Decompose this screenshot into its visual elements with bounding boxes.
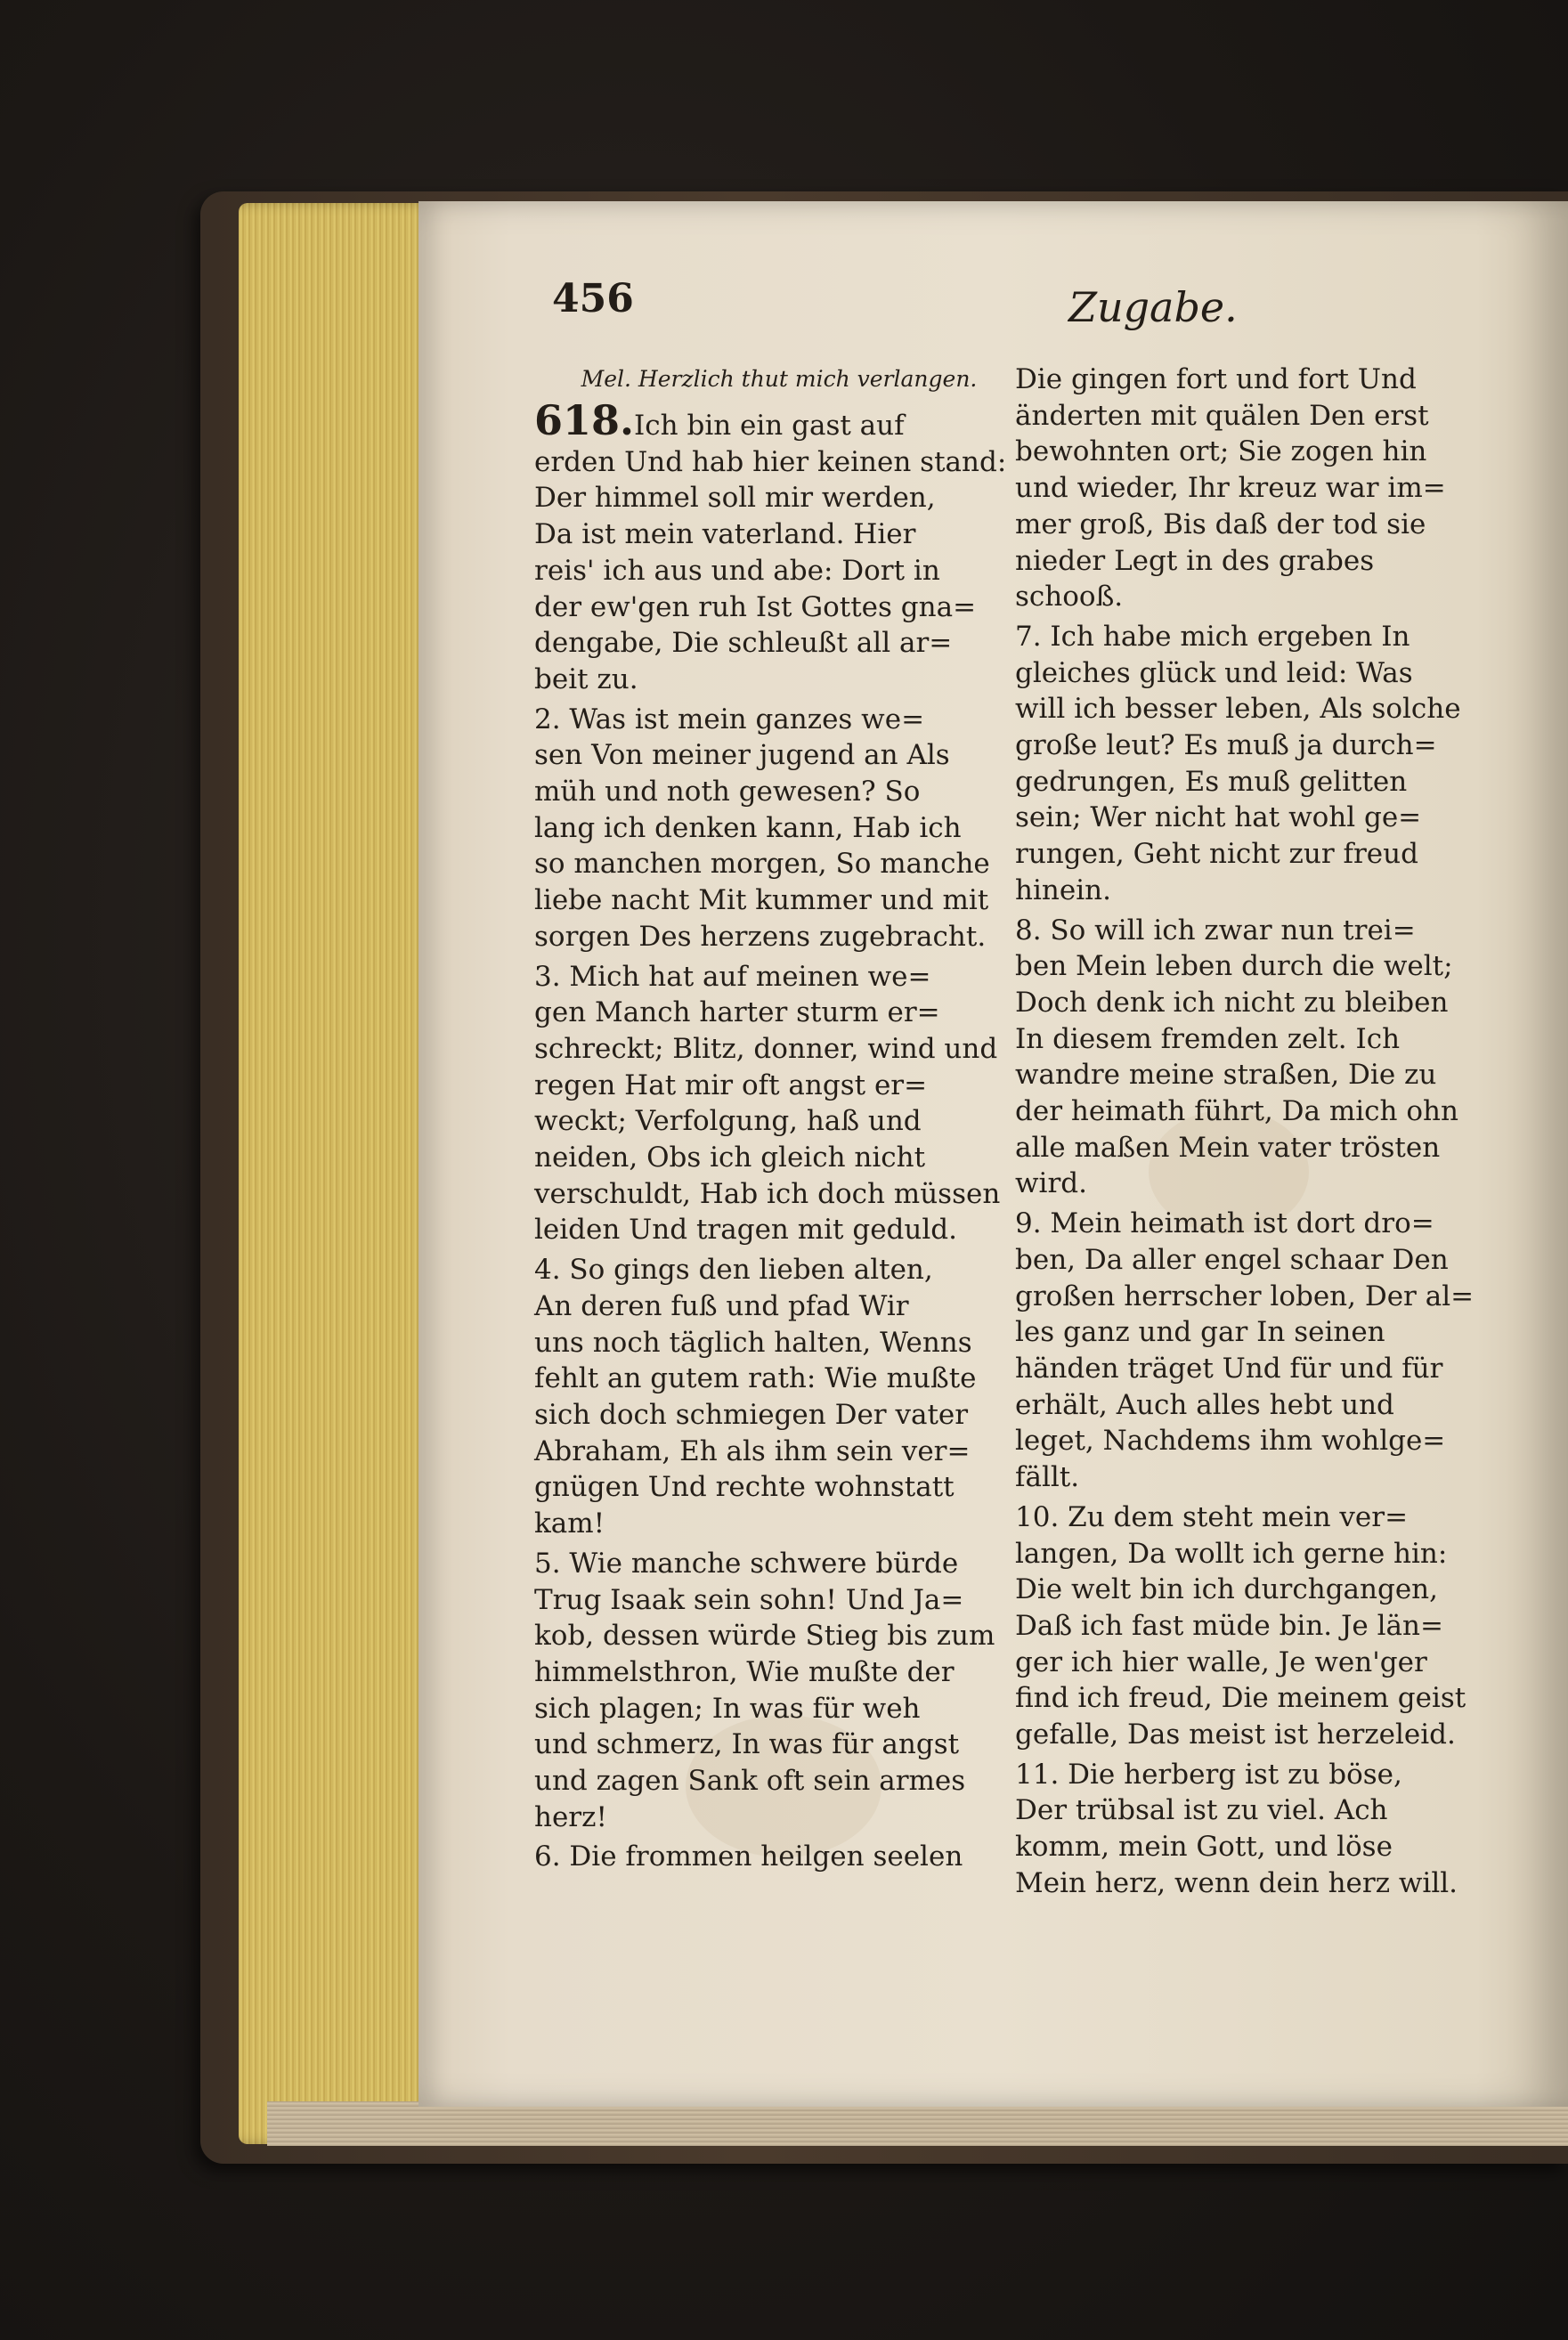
verse-line bbox=[534, 1397, 1024, 1434]
verse-line-text: 5. Wie manche schwere bürde bbox=[534, 1547, 959, 1580]
verse-line-text: fällt. bbox=[1015, 1461, 1080, 1494]
verse-line bbox=[1015, 1130, 1514, 1166]
verse-line bbox=[1015, 1499, 1514, 1536]
verse-line bbox=[534, 1176, 1024, 1213]
hymn-verse bbox=[1015, 362, 1514, 615]
verse-line bbox=[1015, 543, 1514, 580]
verse-line bbox=[534, 1727, 1024, 1763]
verse-line-text: kam! bbox=[534, 1507, 605, 1540]
verse-line-text: dengabe, Die schleußt all ar= bbox=[534, 627, 953, 660]
verse-line-text: komm, mein Gott, und löse bbox=[1015, 1831, 1393, 1864]
hymn-verse bbox=[534, 1839, 1024, 1875]
verse-line bbox=[534, 516, 1024, 553]
verse-line-text: Der trübsal ist zu viel. Ach bbox=[1015, 1794, 1388, 1827]
verse-line-text: Die welt bin ich durchgangen, bbox=[1015, 1573, 1439, 1606]
left-verses bbox=[534, 396, 1024, 1875]
verse-line bbox=[1015, 1279, 1514, 1315]
verse-line-text: will ich besser leben, Als solche bbox=[1015, 693, 1461, 726]
verse-line-text: rungen, Geht nicht zur freud bbox=[1015, 838, 1418, 871]
verse-line bbox=[534, 444, 1024, 481]
verse-line-text: langen, Da wollt ich gerne hin: bbox=[1015, 1537, 1448, 1570]
verse-line-text: ger ich hier walle, Je wen'ger bbox=[1015, 1645, 1427, 1678]
verse-line-text: gedrungen, Es muß gelitten bbox=[1015, 765, 1408, 798]
running-head bbox=[552, 276, 1514, 365]
verse-line-text: uns noch täglich halten, Wenns bbox=[534, 1326, 972, 1359]
verse-line bbox=[1015, 362, 1514, 398]
verse-line-text: Daß ich fast müde bin. Je län= bbox=[1015, 1609, 1443, 1642]
verse-line bbox=[534, 702, 1024, 738]
verse-line bbox=[1015, 1829, 1514, 1865]
verse-line-text: händen träget Und für und für bbox=[1015, 1352, 1443, 1385]
verse-line-text: Trug Isaak sein sohn! Und Ja= bbox=[534, 1583, 964, 1616]
verse-line-text: ben, Da aller engel schaar Den bbox=[1015, 1243, 1449, 1276]
verse-line bbox=[1015, 1459, 1514, 1496]
verse-line-text: müh und noth gewesen? So bbox=[534, 776, 921, 808]
verse-line bbox=[534, 480, 1024, 516]
verse-line-text: Da ist mein vaterland. Hier bbox=[534, 518, 916, 551]
hymn-number: 618. bbox=[534, 396, 635, 444]
verse-line-text: sich plagen; In was für weh bbox=[534, 1692, 921, 1725]
verse-line bbox=[534, 1800, 1024, 1836]
verse-line bbox=[1015, 1645, 1514, 1681]
verse-line bbox=[1015, 398, 1514, 435]
hymn-verse bbox=[534, 1252, 1024, 1542]
verse-line-text: wandre meine straßen, Die zu bbox=[1015, 1059, 1437, 1092]
verse-line-text: große leut? Es muß ja durch= bbox=[1015, 729, 1437, 762]
verse-line bbox=[534, 1325, 1024, 1361]
right-verses bbox=[1015, 362, 1514, 1902]
verse-line-text: weckt; Verfolgung, haß und bbox=[534, 1105, 922, 1138]
verse-line bbox=[1015, 1536, 1514, 1572]
verse-line-text: 9. Mein heimath ist dort dro= bbox=[1015, 1207, 1434, 1240]
verse-line bbox=[534, 1618, 1024, 1654]
verse-line bbox=[1015, 1057, 1514, 1093]
verse-line bbox=[1015, 1717, 1514, 1753]
verse-line bbox=[534, 1140, 1024, 1176]
hymn-verse bbox=[534, 702, 1024, 955]
verse-line-text: himmelsthron, Wie mußte der bbox=[534, 1655, 955, 1688]
verse-line-text: Die gingen fort und fort Und bbox=[1015, 363, 1417, 395]
verse-line-text: wird. bbox=[1015, 1167, 1087, 1200]
verse-line bbox=[534, 1506, 1024, 1542]
verse-line bbox=[1015, 507, 1514, 543]
verse-line-text: großen herrscher loben, Der al= bbox=[1015, 1280, 1475, 1312]
verse-line-text: lang ich denken kann, Hab ich bbox=[534, 811, 962, 844]
verse-line-text: sen Von meiner jugend an Als bbox=[534, 739, 950, 772]
verse-line-text: der heimath führt, Da mich ohn bbox=[1015, 1095, 1458, 1128]
verse-line-text: Doch denk ich nicht zu bleiben bbox=[1015, 986, 1449, 1019]
verse-line bbox=[534, 1763, 1024, 1800]
verse-line-text: erhält, Auch alles hebt und bbox=[1015, 1388, 1394, 1421]
verse-line-text: neiden, Obs ich gleich nicht bbox=[534, 1142, 926, 1174]
verse-line-text: leiden Und tragen mit geduld. bbox=[534, 1214, 957, 1247]
verse-line bbox=[1015, 1314, 1514, 1351]
verse-line-text: verschuldt, Hab ich doch müssen bbox=[534, 1177, 1001, 1210]
verse-line bbox=[1015, 1093, 1514, 1130]
verse-line bbox=[534, 1582, 1024, 1619]
hymn-verse bbox=[534, 959, 1024, 1249]
hymn-verse bbox=[1015, 1757, 1514, 1902]
verse-line-text: und wieder, Ihr kreuz war im= bbox=[1015, 472, 1446, 505]
verse-line bbox=[534, 1546, 1024, 1582]
verse-line-text: nieder Legt in des grabes bbox=[1015, 544, 1375, 577]
verse-line bbox=[534, 882, 1024, 919]
verse-line bbox=[1015, 913, 1514, 949]
verse-line-text: kob, dessen würde Stieg bis zum bbox=[534, 1620, 995, 1653]
verse-line-text: gefalle, Das meist ist herzeleid. bbox=[1015, 1718, 1456, 1751]
verse-line-text: so manchen morgen, So manche bbox=[534, 848, 990, 881]
verse-line bbox=[534, 1212, 1024, 1248]
verse-line-text: und zagen Sank oft sein armes bbox=[534, 1765, 966, 1798]
verse-line-text: find ich freud, Die meinem geist bbox=[1015, 1682, 1466, 1715]
verse-line bbox=[534, 396, 1024, 444]
verse-line bbox=[1015, 1021, 1514, 1058]
verse-line-text: herz! bbox=[534, 1800, 607, 1833]
verse-line bbox=[534, 1068, 1024, 1104]
verse-line bbox=[1015, 1865, 1514, 1902]
verse-line bbox=[1015, 1680, 1514, 1717]
verse-line bbox=[1015, 836, 1514, 873]
verse-line bbox=[1015, 873, 1514, 909]
hymn-verse bbox=[1015, 1499, 1514, 1753]
verse-line-text: 11. Die herberg ist zu böse, bbox=[1015, 1758, 1402, 1791]
verse-line bbox=[1015, 1423, 1514, 1459]
verse-line bbox=[534, 737, 1024, 774]
verse-line bbox=[1015, 691, 1514, 727]
verse-line bbox=[534, 553, 1024, 589]
verse-line bbox=[534, 1434, 1024, 1470]
hymn-verse bbox=[1015, 913, 1514, 1203]
verse-line bbox=[534, 662, 1024, 698]
verse-line-text: Abraham, Eh als ihm sein ver= bbox=[534, 1434, 971, 1467]
verse-line bbox=[1015, 1608, 1514, 1645]
verse-line-text: gleiches glück und leid: Was bbox=[1015, 656, 1413, 689]
verse-line bbox=[1015, 1757, 1514, 1793]
verse-line-text: 3. Mich hat auf meinen we= bbox=[534, 960, 931, 993]
verse-line-text: Der himmel soll mir werden, bbox=[534, 482, 936, 515]
verse-line-text: sein; Wer nicht hat wohl ge= bbox=[1015, 801, 1422, 834]
verse-line bbox=[534, 1031, 1024, 1068]
melody-line: Mel. Herzlich thut mich verlangen. bbox=[581, 366, 978, 392]
verse-line bbox=[1015, 655, 1514, 692]
verse-line bbox=[1015, 727, 1514, 764]
verse-line-text: An deren fuß und pfad Wir bbox=[534, 1289, 909, 1322]
verse-line-text: regen Hat mir oft angst er= bbox=[534, 1068, 928, 1101]
verse-line bbox=[1015, 764, 1514, 800]
verse-line bbox=[1015, 1387, 1514, 1424]
section-title: Zugabe. bbox=[1068, 283, 1238, 331]
verse-line bbox=[1015, 1206, 1514, 1242]
verse-line-text: leget, Nachdems ihm wohlge= bbox=[1015, 1425, 1446, 1458]
verse-line-text: 4. So gings den lieben alten, bbox=[534, 1254, 933, 1287]
verse-line bbox=[534, 1839, 1024, 1875]
verse-line bbox=[1015, 619, 1514, 655]
verse-line bbox=[534, 1288, 1024, 1325]
verse-line-text: 7. Ich habe mich ergeben In bbox=[1015, 620, 1410, 653]
verse-line-text: ben Mein leben durch die welt; bbox=[1015, 950, 1453, 983]
verse-line bbox=[1015, 800, 1514, 836]
right-column bbox=[1015, 362, 1514, 1905]
verse-line bbox=[1015, 579, 1514, 615]
verse-line bbox=[534, 959, 1024, 995]
page-number: 456 bbox=[552, 276, 634, 321]
hymn-verse bbox=[534, 1546, 1024, 1836]
verse-line-text: hinein. bbox=[1015, 873, 1111, 906]
verse-line-text: alle maßen Mein vater trösten bbox=[1015, 1131, 1441, 1164]
verse-line bbox=[1015, 1242, 1514, 1279]
verse-line-text: gen Manch harter sturm er= bbox=[534, 996, 940, 1029]
verse-line bbox=[1015, 985, 1514, 1021]
verse-line bbox=[534, 810, 1024, 847]
verse-line bbox=[534, 1103, 1024, 1140]
verse-line bbox=[534, 846, 1024, 882]
verse-line bbox=[534, 1469, 1024, 1506]
verse-line bbox=[534, 919, 1024, 955]
verse-line-text: sich doch schmiegen Der vater bbox=[534, 1398, 969, 1431]
verse-line-text: Ich bin ein gast auf bbox=[634, 410, 905, 442]
verse-line-text: fehlt an gutem rath: Wie mußte bbox=[534, 1362, 977, 1395]
verse-line-text: schooß. bbox=[1015, 581, 1124, 613]
hymn-verse bbox=[1015, 1206, 1514, 1496]
verse-line bbox=[534, 774, 1024, 810]
verse-line bbox=[1015, 1792, 1514, 1829]
verse-line bbox=[1015, 1166, 1514, 1202]
verse-line bbox=[534, 1654, 1024, 1691]
verse-line bbox=[1015, 1572, 1514, 1608]
verse-line-text: mer groß, Bis daß der tod sie bbox=[1015, 508, 1426, 540]
verse-line-text: 8. So will ich zwar nun trei= bbox=[1015, 914, 1416, 947]
verse-line bbox=[534, 1361, 1024, 1397]
verse-line bbox=[534, 589, 1024, 626]
left-column bbox=[534, 362, 1024, 1879]
verse-line bbox=[1015, 434, 1514, 470]
verse-line bbox=[534, 625, 1024, 662]
verse-line-text: schreckt; Blitz, donner, wind und bbox=[534, 1032, 998, 1065]
page-stack bbox=[267, 2101, 1568, 2146]
hymn-verse bbox=[534, 396, 1024, 698]
verse-line-text: der ew'gen ruh Ist Gottes gna= bbox=[534, 590, 977, 623]
verse-line-text: 10. Zu dem steht mein ver= bbox=[1015, 1500, 1409, 1533]
verse-line-text: gnügen Und rechte wohnstatt bbox=[534, 1471, 955, 1504]
gilt-page-edges bbox=[239, 203, 436, 2144]
verse-line-text: liebe nacht Mit kummer und mit bbox=[534, 884, 989, 917]
verse-line-text: Mein herz, wenn dein herz will. bbox=[1015, 1866, 1458, 1899]
hymn-verse bbox=[1015, 619, 1514, 909]
verse-line-text: 2. Was ist mein ganzes we= bbox=[534, 703, 925, 735]
verse-line-text: erden Und hab hier keinen stand: bbox=[534, 445, 1007, 478]
verse-line-text: 6. Die frommen heilgen seelen bbox=[534, 1840, 963, 1873]
verse-line bbox=[534, 1691, 1024, 1727]
verse-line-text: beit zu. bbox=[534, 662, 638, 695]
verse-line-text: In diesem fremden zelt. Ich bbox=[1015, 1022, 1401, 1055]
verse-line-text: les ganz und gar In seinen bbox=[1015, 1316, 1385, 1349]
verse-line bbox=[1015, 1351, 1514, 1387]
verse-line bbox=[534, 1252, 1024, 1288]
book-page bbox=[418, 201, 1568, 2107]
verse-line bbox=[1015, 470, 1514, 507]
verse-line bbox=[1015, 948, 1514, 985]
verse-line bbox=[534, 995, 1024, 1031]
verse-line-text: und schmerz, In was für angst bbox=[534, 1728, 960, 1761]
verse-line-text: änderten mit quälen Den erst bbox=[1015, 399, 1429, 432]
verse-line-text: bewohnten ort; Sie zogen hin bbox=[1015, 435, 1427, 468]
verse-line-text: reis' ich aus und abe: Dort in bbox=[534, 554, 940, 587]
verse-line-text: sorgen Des herzens zugebracht. bbox=[534, 920, 987, 953]
